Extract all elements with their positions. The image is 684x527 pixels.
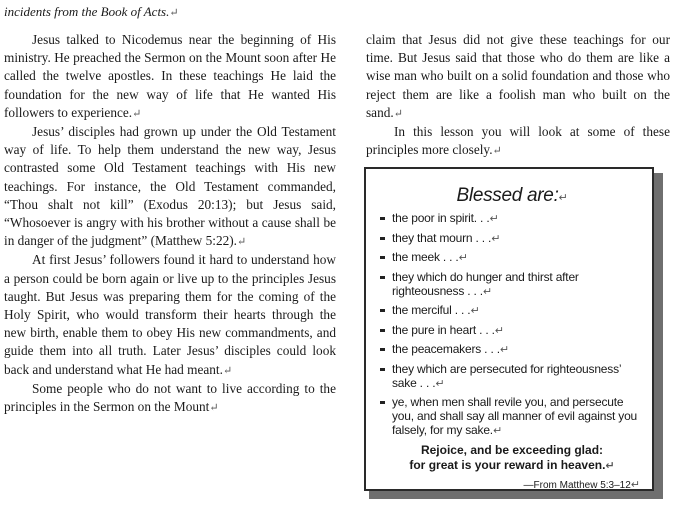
paragraph: [366, 31, 670, 123]
list-item: they that mourn . . .↵: [380, 231, 644, 246]
beatitudes-list: [380, 211, 644, 438]
paragraph-text: claim that Jesus did not give these teachings for our time. But Jesus said that those who do them are like a wise man who built on a solid foundation and those who reject them are like a foolish man who built on the sand.: [366, 32, 670, 120]
paragraph-mark: ↵: [132, 107, 142, 120]
paragraph-mark: ↵: [491, 232, 501, 245]
paragraph: [4, 31, 336, 123]
paragraph-mark: ↵: [237, 236, 247, 249]
bullet-icon: [380, 348, 385, 351]
bullet-icon: [380, 217, 385, 220]
paragraph-mark: ↵: [489, 213, 499, 225]
paragraph-mark: ↵: [470, 305, 480, 317]
bullet-icon: [380, 276, 385, 279]
right-column: [366, 31, 670, 160]
beatitudes-box: [364, 167, 654, 491]
paragraph-mark: ↵: [492, 145, 502, 158]
bullet-icon: [380, 256, 385, 259]
paragraph-mark: ↵: [492, 425, 502, 437]
paragraph-mark: ↵: [494, 324, 504, 337]
paragraph: [4, 123, 336, 251]
bullet-icon: [380, 309, 385, 312]
list-item: the meek . . .↵: [380, 250, 644, 265]
paragraph-mark: ↵: [630, 478, 640, 491]
list-item: the pure in heart . . .↵: [380, 323, 644, 338]
paragraph-mark: ↵: [393, 107, 403, 120]
paragraph: [366, 123, 670, 160]
paragraph-mark: ↵: [209, 402, 219, 415]
intro-line: [4, 4, 364, 21]
paragraph-mark: ↵: [169, 7, 179, 19]
paragraph-mark: ↵: [458, 252, 468, 264]
paragraph-text: At first Jesus’ followers found it hard to understand how a person could be born again or live up to the principles Jesus taught. But Jesus was preparing them for the coming of the Holy Spirit, who would transform their hearts through the new birth, enable them to obey His new commandments, and guide them into all truth. Later Jesus’ disciples could look back and understand what He had meant.: [4, 252, 336, 377]
bullet-icon: [380, 401, 385, 404]
paragraph: [4, 251, 336, 379]
list-item: the poor in spirit. . .↵: [380, 211, 644, 226]
intro-text: incidents from the Book of Acts.: [4, 4, 170, 19]
paragraph-text: Jesus talked to Nicodemus near the beginning of His ministry. He preached the Sermon on the Mount soon after He called the twelve apostles. In these teachings He laid the foundation for the new way of life that He wanted His followers to experience.: [4, 32, 336, 120]
paragraph-mark: ↵: [499, 344, 509, 356]
bullet-icon: [380, 368, 385, 371]
paragraph-mark: ↵: [605, 459, 615, 472]
left-column: [4, 31, 336, 417]
paragraph-text: Jesus’ disciples had grown up under the Old Testament way of life. To help them understand the new way, Jesus contrasted some Old Testament teachings with His new teachings. For instance, the Old Testament commanded, “Thou shalt not kill” (Exodus 20:13); but Jesus said, “Whosoever is angry with his brother without a cause shall be in danger of the judgment” (Matthew 5:22).: [4, 124, 336, 249]
list-item: the peacemakers . . .↵: [380, 342, 644, 357]
box-source: —From Matthew 5:3–12↵: [523, 478, 640, 491]
paragraph-mark: ↵: [222, 364, 233, 377]
paragraph-mark: ↵: [558, 192, 568, 204]
paragraph-text: Some people who do not want to live according to the principles in the Sermon on the Mount: [4, 380, 336, 415]
paragraph: [4, 380, 336, 417]
paragraph-text: In this lesson you will look at some of these principles more closely.: [366, 124, 670, 158]
bullet-icon: [380, 237, 385, 240]
list-item: the merciful . . .↵: [380, 303, 644, 318]
list-item: ye, when men shall revile you, and persecute you, and shall say all manner of evil against you falsely, for my sake.↵: [380, 395, 644, 438]
paragraph-mark: ↵: [435, 377, 445, 390]
box-closing: Rejoice, and be exceeding glad: for great is your reward in heaven.↵: [409, 442, 615, 472]
paragraph-mark: ↵: [482, 285, 492, 298]
list-item: they which do hunger and thirst after righteousness . . .↵: [380, 270, 644, 299]
box-title: Blessed are:↵: [456, 185, 568, 206]
list-item: they which are persecuted for righteousness’ sake . . .↵: [380, 362, 644, 391]
bullet-icon: [380, 329, 385, 332]
